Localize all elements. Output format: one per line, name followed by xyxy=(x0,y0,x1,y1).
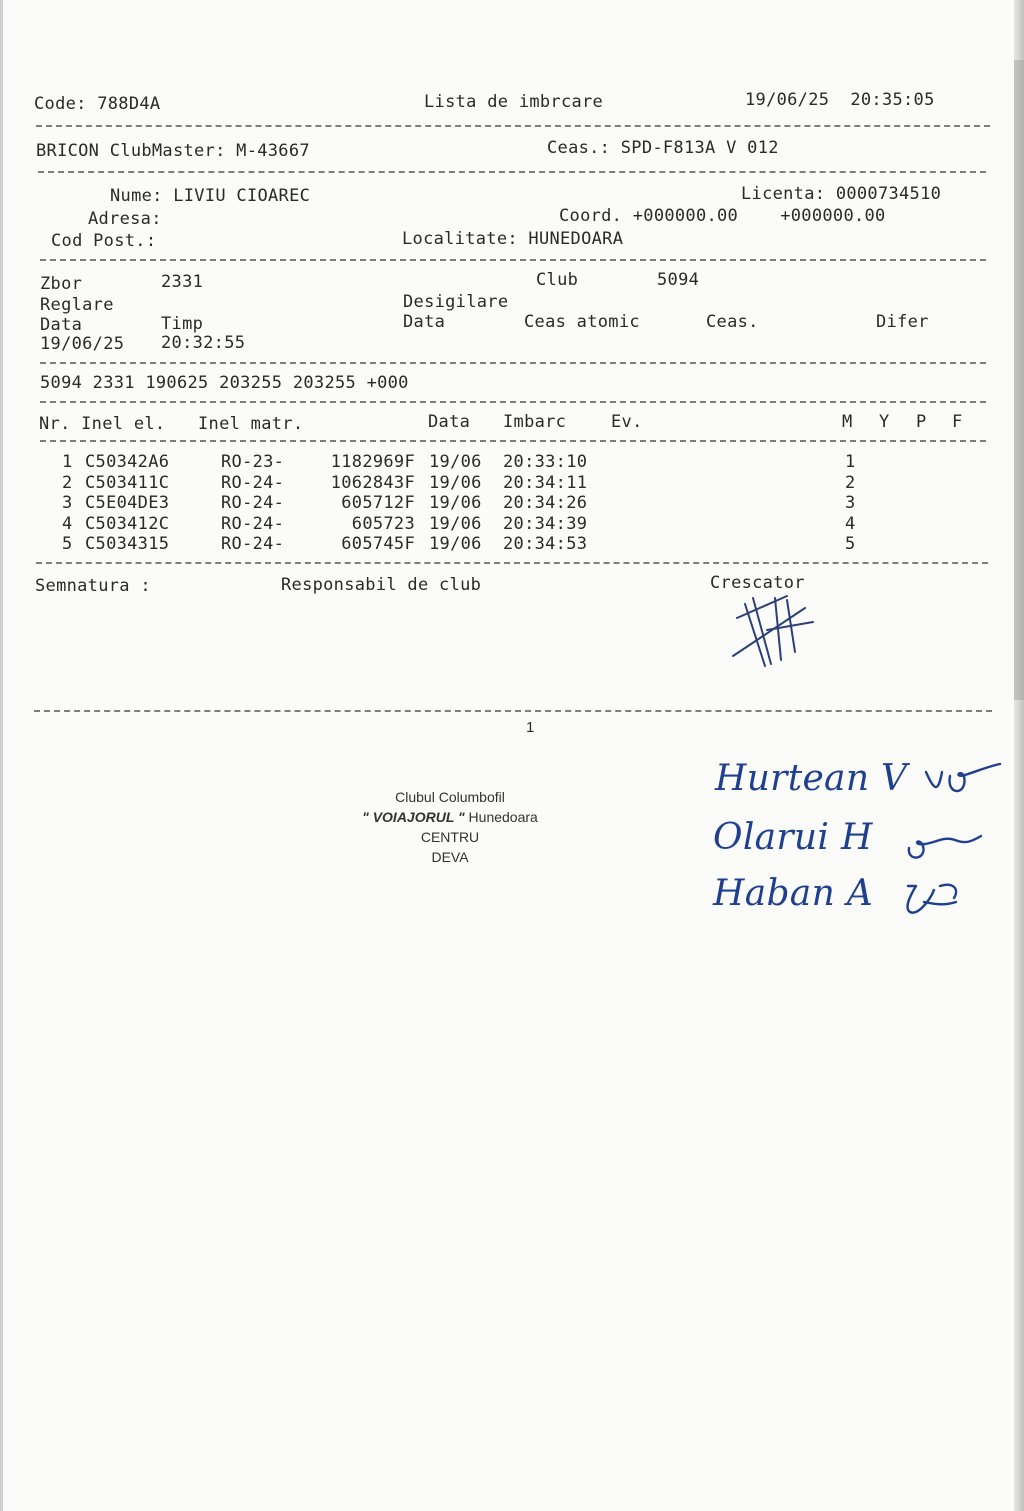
col-inel-matr: Inel matr. xyxy=(198,414,304,434)
row-electronic-ring: C5E04DE3 xyxy=(85,493,170,513)
clock-id: Ceas.: SPD-F813A V 012 xyxy=(547,138,779,158)
row-electronic-ring: C503412C xyxy=(85,513,170,534)
row-nr: 1 xyxy=(62,452,73,472)
handwritten-name-3: Haban A xyxy=(713,873,874,914)
document-title: Lista de imbrcare xyxy=(424,92,604,112)
row-ring-number: 605745F xyxy=(341,534,415,554)
handwritten-name-1: Hurtean V xyxy=(715,758,908,799)
locality: Localitate: HUNEDOARA xyxy=(402,229,624,249)
row-ring-number: 605712F xyxy=(341,493,415,513)
row-date: 19/06 xyxy=(429,452,482,472)
row-time: 20:34:26 xyxy=(503,493,588,513)
col-f: F xyxy=(952,412,963,432)
separator xyxy=(36,125,990,127)
breeder-signature xyxy=(725,590,815,670)
stamp-line-1: Clubul Columbofil xyxy=(395,789,505,805)
flight-code-line: 5094 2331 190625 203255 203255 +000 xyxy=(40,373,409,393)
paper-left-edge xyxy=(0,0,3,1511)
breeder-name: Nume: LIVIU CIOAREC xyxy=(110,186,311,206)
row-ring-prefix: RO-24- xyxy=(221,534,285,554)
flight-number: 2331 xyxy=(161,272,204,292)
license-number: Licenta: 0000734510 xyxy=(741,184,942,204)
row-date: 19/06 xyxy=(429,513,482,534)
row-date: 19/06 xyxy=(429,534,482,554)
row-m: 3 xyxy=(845,493,856,513)
row-time: 20:34:53 xyxy=(503,534,588,554)
col-data: Data xyxy=(428,412,471,432)
system-id: BRICON ClubMaster: M-43667 xyxy=(36,141,310,161)
row-m: 4 xyxy=(845,513,856,534)
col-p: P xyxy=(916,412,927,432)
stamp-club-name: " VOIAJORUL " xyxy=(362,809,465,825)
row-nr: 5 xyxy=(62,534,73,554)
row-time: 20:34:11 xyxy=(503,472,588,493)
club-number: 5094 xyxy=(657,270,700,290)
row-date: 19/06 xyxy=(429,472,482,493)
row-time: 20:33:10 xyxy=(503,452,588,472)
row-nr: 4 xyxy=(62,513,73,534)
row-ring-prefix: RO-23- xyxy=(221,452,285,472)
paper-shadow xyxy=(1014,60,1024,700)
col-imbarc: Imbarc xyxy=(503,412,567,432)
handwritten-name-2: Olarui H xyxy=(713,817,873,858)
clock-label: Ceas. xyxy=(706,312,759,332)
stamp-line-3: CENTRU xyxy=(420,829,480,845)
row-m: 2 xyxy=(845,472,856,493)
row-ring-number: 1182969F xyxy=(330,452,415,472)
row-ring-prefix: RO-24- xyxy=(221,472,285,493)
separator xyxy=(38,171,986,173)
flight-label: Zbor xyxy=(40,274,83,294)
row-nr: 2 xyxy=(62,472,73,493)
coordinates: Coord. +000000.00 +000000.00 xyxy=(559,206,886,226)
club-label: Club xyxy=(536,270,579,290)
separator xyxy=(40,440,986,442)
handwritten-signature-2 xyxy=(905,824,985,864)
adjustment-time: 20:32:55 xyxy=(161,333,246,353)
row-ring-number: 605723 xyxy=(351,513,415,534)
col-m: M xyxy=(842,412,853,432)
signature-label: Semnatura : xyxy=(35,576,151,596)
col-ev: Ev. xyxy=(611,412,643,432)
row-ring-prefix: RO-24- xyxy=(221,513,285,534)
row-time: 20:34:39 xyxy=(503,513,588,534)
page-separator xyxy=(34,710,992,712)
row-ring-prefix: RO-24- xyxy=(221,493,285,513)
unsealing-date-label: Data xyxy=(403,312,446,332)
row-m: 5 xyxy=(845,534,856,554)
separator xyxy=(40,362,986,364)
row-electronic-ring: C50342A6 xyxy=(85,452,170,472)
postal-code-label: Cod Post.: xyxy=(51,231,157,251)
atomic-clock-label: Ceas atomic xyxy=(524,312,640,332)
stamp-city: Hunedoara xyxy=(468,809,538,825)
handwritten-signature-1 xyxy=(920,760,1002,800)
col-nr-inel-el: Nr. Inel el. xyxy=(39,414,166,434)
breeder-label: Crescator xyxy=(710,573,805,593)
unsealing-label: Desigilare xyxy=(403,292,509,312)
separator xyxy=(36,562,988,564)
row-electronic-ring: C503411C xyxy=(85,472,170,493)
adjustment-date: 19/06/25 xyxy=(40,334,125,354)
difference-label: Difer xyxy=(876,312,929,332)
row-nr: 3 xyxy=(62,493,73,513)
separator xyxy=(40,401,986,403)
code-label: Code: 788D4A xyxy=(34,94,161,114)
address-label: Adresa: xyxy=(88,209,162,229)
row-m: 1 xyxy=(845,452,856,472)
page-number: 1 xyxy=(526,719,535,736)
time-label: Timp xyxy=(161,314,204,334)
stamp-line-4: DEVA xyxy=(431,849,469,865)
adjustment-label: Reglare xyxy=(40,295,114,315)
row-date: 19/06 xyxy=(429,493,482,513)
club-stamp xyxy=(330,787,570,867)
handwritten-signature-3 xyxy=(900,880,970,920)
row-ring-number: 1062843F xyxy=(330,472,415,493)
separator xyxy=(40,259,986,261)
row-electronic-ring: C5034315 xyxy=(85,534,170,554)
date-label: Data xyxy=(40,315,83,335)
stamp-line-2 xyxy=(330,807,570,827)
club-responsible-label: Responsabil de club xyxy=(281,575,482,595)
col-y: Y xyxy=(879,412,890,432)
print-datetime: 19/06/25 20:35:05 xyxy=(745,90,935,110)
